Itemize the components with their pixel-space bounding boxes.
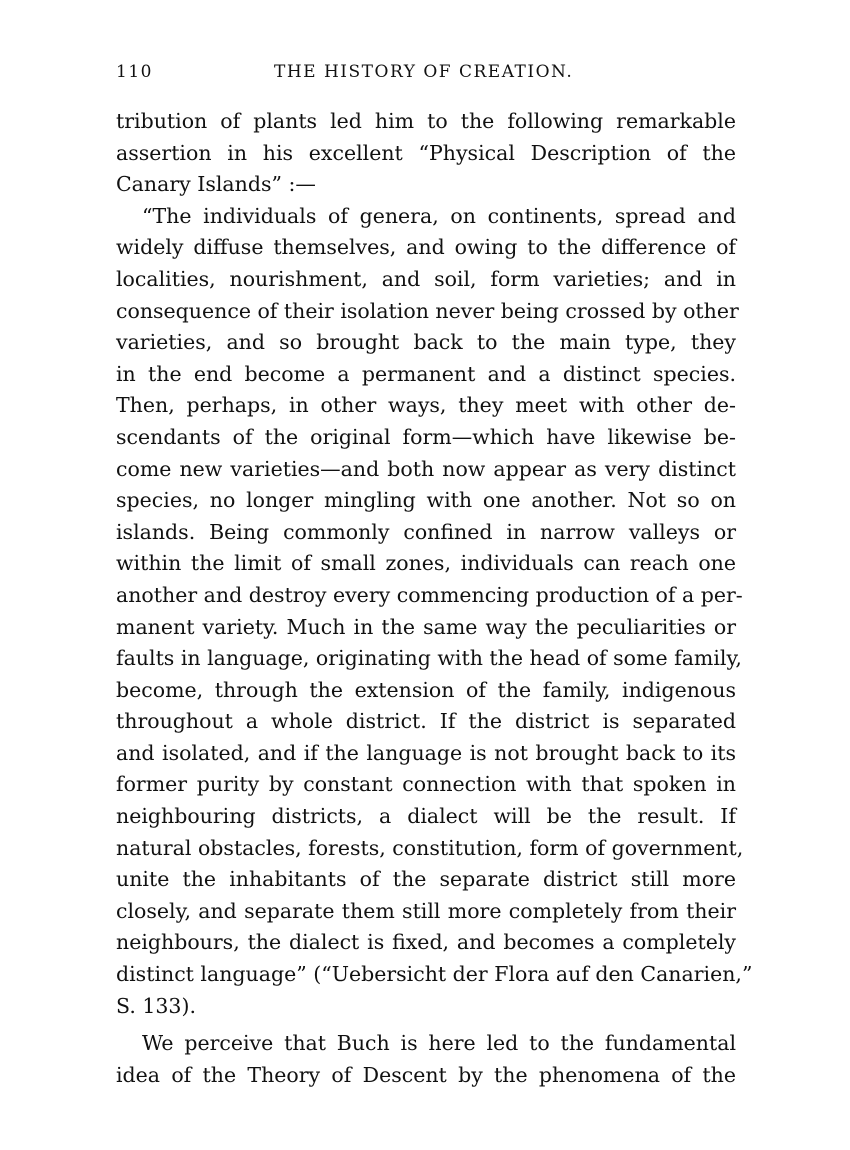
text-line: another and destroy every commencing production of a per- — [116, 582, 743, 607]
text-line: islands. Being commonly confined in narrow valleys or — [116, 519, 736, 544]
text-line: closely, and separate them still more completely from their — [116, 898, 736, 923]
text-line: come new varieties—and both now appear as very distinct — [116, 456, 736, 481]
text-line: scendants of the original form—which have likewise be- — [116, 424, 736, 449]
text-line: Then, perhaps, in other ways, they meet with other de- — [116, 393, 736, 418]
running-title: THE HISTORY OF CREATION. — [274, 62, 574, 82]
text-line: unite the inhabitants of the separate district still more — [116, 867, 736, 892]
text-line: manent variety. Much in the same way the peculiarities or — [116, 614, 736, 639]
text-line: distinct language” (“Uebersicht der Flora auf den Canarien,” — [116, 962, 753, 987]
text-line: former purity by constant connection with that spoken in — [116, 772, 736, 797]
text-line: idea of the Theory of Descent by the phenomena of the — [116, 1062, 736, 1087]
paragraph — [116, 106, 736, 201]
text-line: consequence of their isolation never being crossed by other — [116, 298, 739, 323]
text-line: within the limit of small zones, individuals can reach one — [116, 551, 736, 576]
page-number: 110 — [116, 62, 153, 82]
text-line: “The individuals of genera, on continents, spread and — [142, 203, 736, 228]
text-line: neighbours, the dialect is fixed, and becomes a completely — [116, 930, 736, 955]
text-line: faults in language, originating with the head of some family, — [116, 646, 742, 671]
running-header — [116, 62, 736, 86]
block-quote — [116, 201, 753, 1022]
text-line: Canary Islands” :— — [116, 172, 316, 197]
text-line: assertion in his excellent “Physical Description of the — [116, 140, 736, 165]
text-line: neighbouring districts, a dialect will be the result. If — [116, 804, 736, 829]
text-line: throughout a whole district. If the district is separated — [116, 709, 736, 734]
text-line: become, through the extension of the family, indigenous — [116, 677, 736, 702]
text-line: S. 133). — [116, 993, 196, 1018]
paragraph — [116, 1028, 736, 1091]
text-line: species, no longer mingling with one another. Not so on — [116, 488, 736, 513]
text-line: in the end become a permanent and a distinct species. — [116, 361, 736, 386]
text-line: widely diffuse themselves, and owing to the difference of — [116, 235, 736, 260]
text-line: localities, nourishment, and soil, form varieties; and in — [116, 266, 736, 291]
text-line: varieties, and so brought back to the main type, they — [116, 330, 736, 355]
text-line: natural obstacles, forests, constitution, form of government, — [116, 835, 744, 860]
body-text — [116, 106, 753, 1091]
text-line: tribution of plants led him to the following remarkable — [116, 109, 736, 133]
text-line: We perceive that Buch is here led to the fundamental — [142, 1031, 736, 1056]
text-line: and isolated, and if the language is not brought back to its — [116, 740, 736, 765]
